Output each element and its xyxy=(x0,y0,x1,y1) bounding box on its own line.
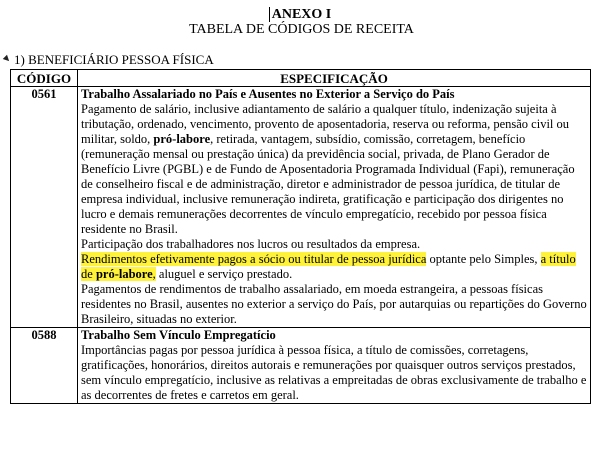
highlighted-part: a título de xyxy=(81,252,576,281)
table-row xyxy=(11,87,591,328)
spec-paragraph xyxy=(81,102,587,237)
section-label: 1) BENEFICIÁRIO PESSOA FÍSICA xyxy=(14,52,214,67)
bold-term: pró-labore xyxy=(153,132,211,146)
spec-paragraph: Pagamentos de rendimentos de trabalho assalariado, em moeda estrangeira, a pessoas físicas residentes no Brasil, ausentes no exterior a serviço do País, por autarquias ou repartições do Governo Brasileiro, situadas no exterior. xyxy=(81,282,587,326)
table-row xyxy=(11,328,591,404)
code-cell: 0561 xyxy=(11,87,78,328)
annex-subtitle: TABELA DE CÓDIGOS DE RECEITA xyxy=(189,22,414,37)
bold-term: pró-labore xyxy=(95,267,153,281)
revenue-codes-table xyxy=(10,69,591,404)
spec-paragraph-highlighted xyxy=(81,252,587,282)
code-cell: 0588 xyxy=(11,328,78,404)
paragraph-text: , retirada, vantagem, subsídio, comissão, corretagem, benefício (remuneração mensal ou prestação única) da previdência social, privada, de Plano Gerador de Benefício Livre (PGBL) e de Fundo de Aposentadoria Programada Individual (Fapi), remuneração de conselheiro fiscal e de administração, diretor e administrador de pessoa jurídica, de titular de empresa individual, inclusive remuneração indireta, gratificação e participação dos dirigentes no lucro e demais remunerações decorrentes de vínculo empregatício, recebido por pessoa física residente no Brasil. xyxy=(81,132,575,236)
section-heading[interactable] xyxy=(4,52,214,68)
spec-cell xyxy=(78,87,591,328)
spec-paragraph: Importâncias pagas por pessoa jurídica à pessoa física, a título de comissões, corretagens, gratificações, honorários, direitos autorais e remunerações por quaisquer outros serviços prestados, sem vínculo empregatício, inclusive as relativas a empreitadas de obras exclusivamente de trabalho e as decorrentes de fretes e carretos em geral. xyxy=(81,343,587,402)
header-code: CÓDIGO xyxy=(11,70,78,87)
spec-title: Trabalho Assalariado no País e Ausentes no Exterior a Serviço do País xyxy=(81,87,455,101)
spec-title: Trabalho Sem Vínculo Empregatício xyxy=(81,328,276,342)
paragraph-text: aluguel e serviço prestado. xyxy=(155,267,293,281)
table-header-row xyxy=(11,70,591,87)
text-cursor xyxy=(269,7,270,22)
paragraph-text: Pagamento de salário, inclusive adiantamento de salário a qualquer título, indenização sujeita à tributação, ordenado, vencimento, provento de aposentadoria, reserva ou reforma, pensão civil ou militar, soldo, xyxy=(81,102,570,146)
annex-title xyxy=(272,7,332,22)
highlighted-text: Rendimentos efetivamente pagos a sócio ou titular de pessoa jurídica xyxy=(81,252,427,266)
annex-title-text: ANEXO I xyxy=(271,7,332,22)
collapse-triangle-icon[interactable] xyxy=(3,55,11,63)
spec-cell xyxy=(78,328,591,404)
header-spec: ESPECIFICAÇÃO xyxy=(78,70,591,87)
document-header xyxy=(0,6,603,37)
spec-paragraph: Participação dos trabalhadores nos lucros ou resultados da empresa. xyxy=(81,237,421,251)
paragraph-text: optante pelo Simples, xyxy=(426,252,541,266)
highlighted-part: , xyxy=(152,267,156,281)
